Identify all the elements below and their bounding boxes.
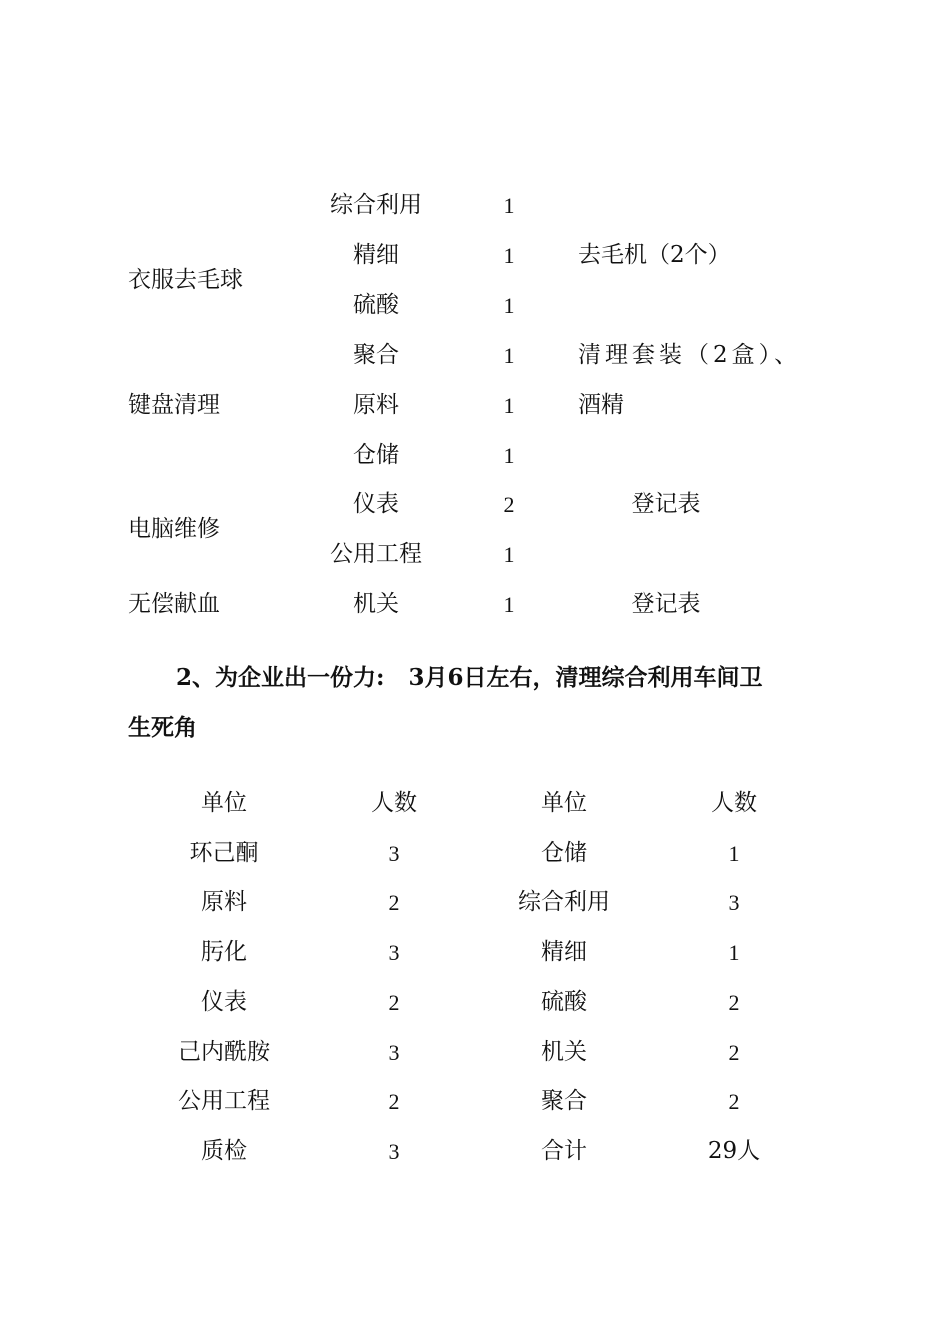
section-heading: 2、为企业出一份力: 3月6日左右，清理综合利用车间卫 (176, 664, 763, 691)
count-cell: 1 (503, 243, 515, 268)
table-cell: 2 (728, 1089, 740, 1114)
table-cell: 仪表 (201, 989, 247, 1015)
count-cell: 1 (503, 592, 515, 617)
material-register: 登记表 (631, 491, 701, 517)
table-cell: 合计 (541, 1138, 587, 1164)
activity-lint-removal: 衣服去毛球 (128, 267, 243, 293)
table-cell: 聚合 (541, 1088, 587, 1114)
section-heading-continued: 生死角 (128, 714, 197, 741)
count-cell: 1 (503, 343, 515, 368)
table-cell: 3 (388, 940, 400, 965)
unit-cell: 精细 (353, 242, 399, 268)
header-count: 人数 (371, 790, 417, 816)
table-cell: 综合利用 (518, 889, 610, 915)
material-kit-alcohol: 酒精 (578, 392, 624, 418)
activity-blood-donation: 无偿献血 (128, 591, 220, 617)
unit-cell: 聚合 (353, 342, 399, 368)
table-cell: 硫酸 (541, 989, 587, 1015)
table-cell: 2 (388, 1089, 400, 1114)
table-cell: 3 (388, 1139, 400, 1164)
unit-cell: 仪表 (353, 491, 399, 517)
table-cell: 公用工程 (178, 1088, 270, 1114)
table-cell: 精细 (541, 939, 587, 965)
table-cell: 2 (388, 990, 400, 1015)
material-register: 登记表 (631, 591, 701, 617)
count-cell: 1 (503, 443, 515, 468)
unit-cell: 仓储 (353, 442, 399, 468)
count-cell: 1 (503, 193, 515, 218)
table-cell-total: 29人 (707, 1138, 761, 1164)
table-cell: 2 (728, 990, 740, 1015)
table-cell: 2 (388, 890, 400, 915)
table-cell: 3 (728, 890, 740, 915)
table-cell: 环己酮 (189, 840, 259, 866)
table-cell: 1 (728, 841, 740, 866)
header-unit: 单位 (541, 790, 587, 816)
table-cell: 3 (388, 1040, 400, 1065)
table-cell: 2 (728, 1040, 740, 1065)
table-cell: 肟化 (201, 939, 247, 965)
activity-computer-repair: 电脑维修 (128, 516, 220, 542)
material-remover: 去毛机（2个） (578, 242, 731, 268)
count-cell: 1 (503, 542, 515, 567)
count-cell: 2 (503, 492, 515, 517)
header-count: 人数 (711, 790, 757, 816)
table-cell: 1 (728, 940, 740, 965)
table-cell: 质检 (201, 1138, 247, 1164)
count-cell: 1 (503, 393, 515, 418)
material-kit: 清理套装（2盒）、 (578, 342, 802, 368)
unit-cell: 原料 (353, 392, 399, 418)
table-cell: 3 (388, 841, 400, 866)
table-cell: 己内酰胺 (178, 1039, 270, 1065)
table-cell: 机关 (541, 1039, 587, 1065)
header-unit: 单位 (201, 790, 247, 816)
table-cell: 仓储 (541, 840, 587, 866)
unit-cell: 公用工程 (330, 541, 422, 567)
table-cell: 原料 (201, 889, 247, 915)
unit-cell: 硫酸 (353, 292, 399, 318)
unit-cell: 机关 (353, 591, 399, 617)
unit-cell: 综合利用 (330, 192, 422, 218)
count-cell: 1 (503, 293, 515, 318)
activity-keyboard-cleaning: 键盘清理 (128, 392, 220, 418)
